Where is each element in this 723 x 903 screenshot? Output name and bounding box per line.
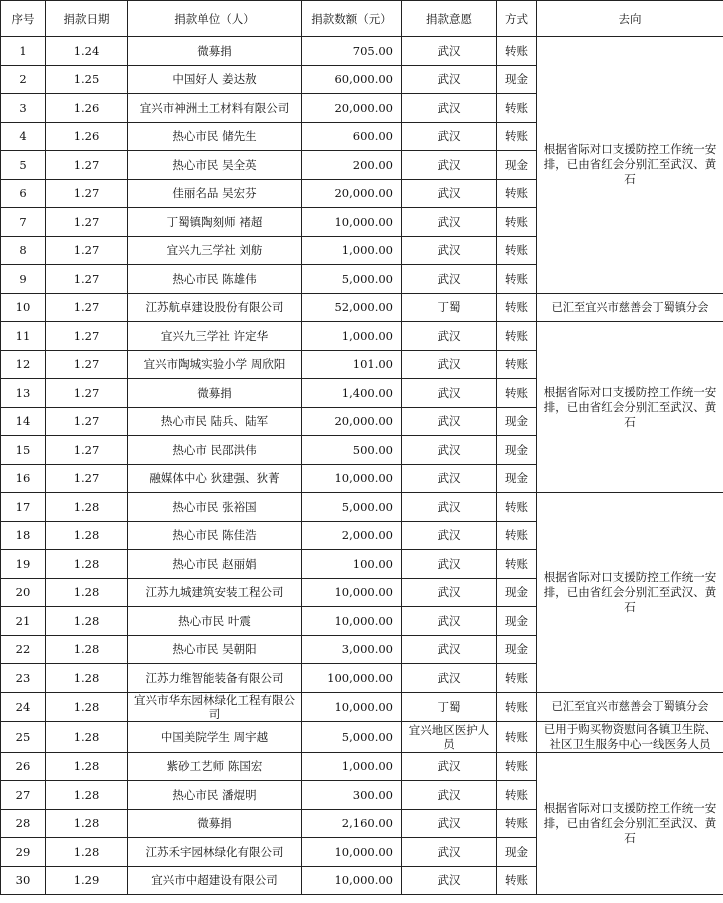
cell-no: 26 xyxy=(1,752,46,781)
cell-method: 现金 xyxy=(497,838,537,867)
cell-no: 19 xyxy=(1,550,46,579)
header-destination: 去向 xyxy=(537,1,723,37)
cell-donor: 热心市民 储先生 xyxy=(128,122,302,151)
cell-date: 1.27 xyxy=(46,350,128,379)
table-row xyxy=(1,752,723,781)
cell-intent: 丁蜀 xyxy=(402,692,497,721)
cell-amount: 5,000.00 xyxy=(302,721,402,752)
cell-amount: 1,000.00 xyxy=(302,752,402,781)
header-no: 序号 xyxy=(1,1,46,37)
cell-date: 1.27 xyxy=(46,236,128,265)
cell-no: 15 xyxy=(1,436,46,465)
cell-no: 24 xyxy=(1,692,46,721)
cell-donor: 热心市民 叶震 xyxy=(128,607,302,636)
cell-no: 11 xyxy=(1,322,46,351)
header-donor: 捐款单位（人） xyxy=(128,1,302,37)
cell-no: 27 xyxy=(1,781,46,810)
cell-date: 1.25 xyxy=(46,65,128,94)
cell-donor: 宜兴市陶城实验小学 周欣阳 xyxy=(128,350,302,379)
cell-amount: 2,000.00 xyxy=(302,521,402,550)
cell-date: 1.28 xyxy=(46,838,128,867)
cell-method: 转账 xyxy=(497,265,537,294)
cell-method: 转账 xyxy=(497,781,537,810)
cell-destination: 已汇至宜兴市慈善会丁蜀镇分会 xyxy=(537,293,723,322)
cell-donor: 热心市民 吴全英 xyxy=(128,151,302,180)
cell-date: 1.28 xyxy=(46,607,128,636)
cell-method: 转账 xyxy=(497,293,537,322)
cell-amount: 3,000.00 xyxy=(302,635,402,664)
cell-donor: 佳丽名品 吴宏芬 xyxy=(128,179,302,208)
cell-amount: 20,000.00 xyxy=(302,179,402,208)
cell-amount: 1,400.00 xyxy=(302,379,402,408)
cell-no: 21 xyxy=(1,607,46,636)
cell-destination: 根据省际对口支援防控工作统一安排，已由省红会分别汇至武汉、黄石 xyxy=(537,493,723,693)
cell-no: 9 xyxy=(1,265,46,294)
cell-date: 1.28 xyxy=(46,664,128,693)
header-intent: 捐款意愿 xyxy=(402,1,497,37)
cell-donor: 江苏航卓建设股份有限公司 xyxy=(128,293,302,322)
cell-no: 22 xyxy=(1,635,46,664)
cell-date: 1.24 xyxy=(46,37,128,66)
cell-intent: 武汉 xyxy=(402,65,497,94)
cell-amount: 10,000.00 xyxy=(302,866,402,895)
cell-donor: 微募捐 xyxy=(128,809,302,838)
cell-no: 2 xyxy=(1,65,46,94)
cell-method: 转账 xyxy=(497,236,537,265)
cell-date: 1.28 xyxy=(46,781,128,810)
cell-intent: 武汉 xyxy=(402,122,497,151)
cell-donor: 中国美院学生 周宇越 xyxy=(128,721,302,752)
cell-date: 1.26 xyxy=(46,122,128,151)
cell-no: 17 xyxy=(1,493,46,522)
cell-donor: 宜兴市神洲土工材料有限公司 xyxy=(128,94,302,123)
cell-no: 6 xyxy=(1,179,46,208)
cell-date: 1.27 xyxy=(46,436,128,465)
cell-date: 1.28 xyxy=(46,752,128,781)
cell-amount: 200.00 xyxy=(302,151,402,180)
cell-date: 1.28 xyxy=(46,521,128,550)
cell-intent: 武汉 xyxy=(402,436,497,465)
cell-amount: 10,000.00 xyxy=(302,208,402,237)
cell-amount: 1,000.00 xyxy=(302,236,402,265)
cell-amount: 600.00 xyxy=(302,122,402,151)
cell-intent: 武汉 xyxy=(402,265,497,294)
cell-amount: 101.00 xyxy=(302,350,402,379)
table-body xyxy=(1,37,723,895)
cell-no: 10 xyxy=(1,293,46,322)
cell-method: 转账 xyxy=(497,521,537,550)
cell-destination: 已汇至宜兴市慈善会丁蜀镇分会 xyxy=(537,692,723,721)
cell-no: 5 xyxy=(1,151,46,180)
cell-intent: 武汉 xyxy=(402,322,497,351)
cell-no: 20 xyxy=(1,578,46,607)
cell-method: 转账 xyxy=(497,379,537,408)
cell-intent: 武汉 xyxy=(402,94,497,123)
cell-donor: 热心市民 吴朝阳 xyxy=(128,635,302,664)
cell-amount: 300.00 xyxy=(302,781,402,810)
cell-no: 16 xyxy=(1,464,46,493)
cell-date: 1.27 xyxy=(46,208,128,237)
cell-amount: 10,000.00 xyxy=(302,578,402,607)
cell-donor: 热心市民 张裕国 xyxy=(128,493,302,522)
cell-date: 1.28 xyxy=(46,721,128,752)
cell-donor: 宜兴市华东园林绿化工程有限公司 xyxy=(128,692,302,721)
cell-method: 现金 xyxy=(497,464,537,493)
cell-method: 现金 xyxy=(497,436,537,465)
cell-donor: 江苏九城建筑安装工程公司 xyxy=(128,578,302,607)
cell-method: 现金 xyxy=(497,407,537,436)
cell-no: 14 xyxy=(1,407,46,436)
cell-date: 1.27 xyxy=(46,293,128,322)
cell-donor: 丁蜀镇陶刻师 褚超 xyxy=(128,208,302,237)
cell-amount: 500.00 xyxy=(302,436,402,465)
cell-intent: 武汉 xyxy=(402,379,497,408)
cell-intent: 丁蜀 xyxy=(402,293,497,322)
cell-donor: 热心市民 陈佳浩 xyxy=(128,521,302,550)
cell-intent: 武汉 xyxy=(402,809,497,838)
cell-method: 现金 xyxy=(497,65,537,94)
cell-method: 转账 xyxy=(497,721,537,752)
cell-donor: 热心市民 赵丽娟 xyxy=(128,550,302,579)
cell-intent: 武汉 xyxy=(402,635,497,664)
cell-intent: 武汉 xyxy=(402,550,497,579)
cell-no: 29 xyxy=(1,838,46,867)
cell-intent: 武汉 xyxy=(402,350,497,379)
cell-method: 转账 xyxy=(497,37,537,66)
cell-intent: 武汉 xyxy=(402,208,497,237)
cell-date: 1.27 xyxy=(46,265,128,294)
cell-method: 转账 xyxy=(497,122,537,151)
cell-date: 1.28 xyxy=(46,692,128,721)
cell-no: 3 xyxy=(1,94,46,123)
cell-donor: 热心市民 陆兵、陆军 xyxy=(128,407,302,436)
table-row xyxy=(1,721,723,752)
cell-intent: 武汉 xyxy=(402,179,497,208)
cell-date: 1.28 xyxy=(46,578,128,607)
cell-donor: 微募捐 xyxy=(128,37,302,66)
cell-intent: 武汉 xyxy=(402,151,497,180)
cell-intent: 武汉 xyxy=(402,407,497,436)
cell-destination: 根据省际对口支援防控工作统一安排，已由省红会分别汇至武汉、黄石 xyxy=(537,37,723,294)
cell-amount: 1,000.00 xyxy=(302,322,402,351)
cell-amount: 5,000.00 xyxy=(302,493,402,522)
cell-amount: 20,000.00 xyxy=(302,407,402,436)
cell-intent: 武汉 xyxy=(402,464,497,493)
cell-method: 转账 xyxy=(497,493,537,522)
cell-method: 现金 xyxy=(497,607,537,636)
cell-amount: 705.00 xyxy=(302,37,402,66)
cell-amount: 60,000.00 xyxy=(302,65,402,94)
cell-donor: 融媒体中心 狄建强、狄菁 xyxy=(128,464,302,493)
cell-intent: 武汉 xyxy=(402,866,497,895)
cell-intent: 武汉 xyxy=(402,236,497,265)
cell-date: 1.27 xyxy=(46,151,128,180)
cell-method: 转账 xyxy=(497,94,537,123)
cell-intent: 宜兴地区医护人员 xyxy=(402,721,497,752)
cell-intent: 武汉 xyxy=(402,493,497,522)
cell-method: 转账 xyxy=(497,664,537,693)
cell-donor: 热心市民 陈雄伟 xyxy=(128,265,302,294)
cell-date: 1.28 xyxy=(46,493,128,522)
cell-method: 现金 xyxy=(497,151,537,180)
table-row xyxy=(1,322,723,351)
cell-amount: 10,000.00 xyxy=(302,607,402,636)
cell-no: 8 xyxy=(1,236,46,265)
cell-date: 1.28 xyxy=(46,550,128,579)
cell-no: 7 xyxy=(1,208,46,237)
cell-date: 1.27 xyxy=(46,322,128,351)
cell-destination: 根据省际对口支援防控工作统一安排，已由省红会分别汇至武汉、黄石 xyxy=(537,322,723,493)
cell-method: 转账 xyxy=(497,322,537,351)
cell-donor: 宜兴九三学社 许定华 xyxy=(128,322,302,351)
header-method: 方式 xyxy=(497,1,537,37)
cell-date: 1.29 xyxy=(46,866,128,895)
cell-method: 转账 xyxy=(497,692,537,721)
cell-amount: 10,000.00 xyxy=(302,838,402,867)
cell-method: 转账 xyxy=(497,809,537,838)
header-amount: 捐款数额（元） xyxy=(302,1,402,37)
cell-donor: 江苏禾宇园林绿化有限公司 xyxy=(128,838,302,867)
cell-amount: 5,000.00 xyxy=(302,265,402,294)
cell-donor: 中国好人 姜达敖 xyxy=(128,65,302,94)
cell-donor: 宜兴九三学社 刘舫 xyxy=(128,236,302,265)
cell-method: 转账 xyxy=(497,550,537,579)
cell-destination: 根据省际对口支援防控工作统一安排，已由省红会分别汇至武汉、黄石 xyxy=(537,752,723,895)
cell-donor: 热心市 民邵洪伟 xyxy=(128,436,302,465)
cell-no: 12 xyxy=(1,350,46,379)
cell-no: 30 xyxy=(1,866,46,895)
cell-no: 28 xyxy=(1,809,46,838)
cell-donor: 江苏力维智能装备有限公司 xyxy=(128,664,302,693)
cell-method: 现金 xyxy=(497,578,537,607)
cell-intent: 武汉 xyxy=(402,664,497,693)
cell-no: 1 xyxy=(1,37,46,66)
cell-donor: 微募捐 xyxy=(128,379,302,408)
table-row xyxy=(1,37,723,66)
cell-date: 1.27 xyxy=(46,407,128,436)
cell-amount: 100,000.00 xyxy=(302,664,402,693)
cell-amount: 100.00 xyxy=(302,550,402,579)
cell-no: 4 xyxy=(1,122,46,151)
cell-intent: 武汉 xyxy=(402,607,497,636)
cell-no: 13 xyxy=(1,379,46,408)
cell-destination: 已用于购买物资慰问各镇卫生院、社区卫生服务中心一线医务人员 xyxy=(537,721,723,752)
cell-method: 转账 xyxy=(497,179,537,208)
cell-intent: 武汉 xyxy=(402,521,497,550)
table-row xyxy=(1,493,723,522)
cell-amount: 2,160.00 xyxy=(302,809,402,838)
cell-date: 1.27 xyxy=(46,464,128,493)
cell-intent: 武汉 xyxy=(402,838,497,867)
cell-amount: 52,000.00 xyxy=(302,293,402,322)
cell-donor: 热心市民 潘焜明 xyxy=(128,781,302,810)
cell-method: 转账 xyxy=(497,208,537,237)
cell-donor: 宜兴市中超建设有限公司 xyxy=(128,866,302,895)
cell-intent: 武汉 xyxy=(402,752,497,781)
table-row xyxy=(1,293,723,322)
header-row xyxy=(1,1,723,37)
cell-amount: 10,000.00 xyxy=(302,692,402,721)
cell-intent: 武汉 xyxy=(402,37,497,66)
cell-no: 25 xyxy=(1,721,46,752)
cell-intent: 武汉 xyxy=(402,781,497,810)
cell-method: 转账 xyxy=(497,350,537,379)
cell-intent: 武汉 xyxy=(402,578,497,607)
cell-amount: 10,000.00 xyxy=(302,464,402,493)
cell-method: 转账 xyxy=(497,866,537,895)
cell-no: 18 xyxy=(1,521,46,550)
cell-date: 1.26 xyxy=(46,94,128,123)
cell-method: 现金 xyxy=(497,635,537,664)
table-row xyxy=(1,692,723,721)
cell-date: 1.27 xyxy=(46,179,128,208)
cell-method: 转账 xyxy=(497,752,537,781)
cell-no: 23 xyxy=(1,664,46,693)
cell-amount: 20,000.00 xyxy=(302,94,402,123)
header-date: 捐款日期 xyxy=(46,1,128,37)
cell-date: 1.28 xyxy=(46,809,128,838)
cell-donor: 紫砂工艺师 陈国宏 xyxy=(128,752,302,781)
cell-date: 1.27 xyxy=(46,379,128,408)
cell-date: 1.28 xyxy=(46,635,128,664)
